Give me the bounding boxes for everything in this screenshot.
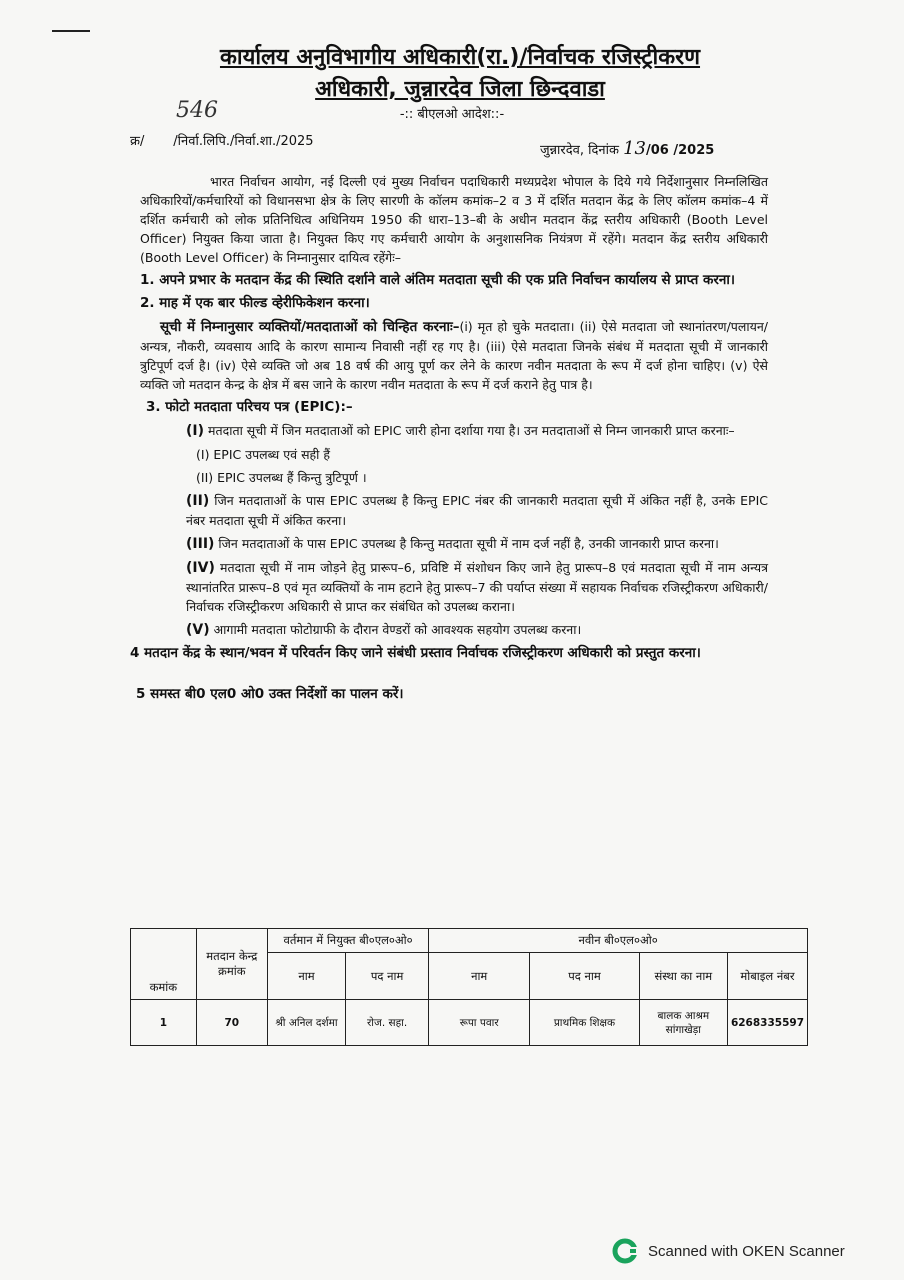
point-3-IV: (IV) मतदाता सूची में नाम जोड़ने हेतु प्रारूप–6, प्रविष्टि में संशोधन किए जाने हेतु प्रारूप–8 एवं मतदाता सूची में नाम अन्यत्र स्थानांतरित प्रारूप–8 एवं मृत व्यक्तियों के नाम हटाने हेतु प्रारूप–7 की पर्याप्त संख्या में सहायक निर्वाचक रजिस्ट्रीकरण अधिकारी/निर्वाचक रजिस्ट्रीकरण अधिकारी से प्राप्त कर संबंधित को उपलब्ध कराना। [186,560,768,614]
order-date: जुन्नारदेव, दिनांक 13/06 /2025 [540,138,715,159]
blo-table [130,928,808,1046]
header-mobile: मोबाइल नंबर [727,953,807,1000]
header-sanstha: संस्था का नाम [639,953,727,1000]
header-current-blo: वर्तमान में नियुक्त बी०एल०ओ० [267,929,428,953]
handwritten-date: 13 [623,138,647,159]
point-1: 1. अपने प्रभार के मतदान केंद्र की स्थिति दर्शाने वाले अंतिम मतदाता सूची की एक प्रति निर्वाचन कार्यालय से प्राप्त करना। [140,272,736,288]
cell-kramank: 1 [131,1000,197,1046]
point-3-I: (I) मतदाता सूची में जिन मतदाताओं को EPIC जारी होना दर्शाया गया है। उन मतदाताओं से निम्न जानकारी प्राप्त करनाः– [186,423,735,439]
cell-mobile: 6268335597 [727,1000,807,1046]
cell-current-pad: रोज. सहा. [346,1000,429,1046]
office-title [120,42,800,106]
point-3: 3. फोटो मतदाता परिचय पत्र (EPIC):– [146,399,353,415]
point-2: 2. माह में एक बार फील्ड व्हेरीफिकेशन करना। [140,295,370,311]
header-naam: नाम [267,953,345,1000]
point-3-I-a: (I) EPIC उपलब्ध एवं सही हैं [196,447,331,462]
point-4: 4 मतदान केंद्र के स्थान/भवन में परिवर्तन किए जाने संबंधी प्रस्ताव निर्वाचक रजिस्ट्रीकरण अधिकारी को प्रस्तुत करना। [130,645,701,661]
point-5: 5 समस्त बी0 एल0 ओ0 उक्त निर्देशों का पालन करें। [136,686,404,702]
header-new-naam: नाम [429,953,530,1000]
header-new-blo: नवीन बी०एल०ओ० [429,929,808,953]
order-body [130,172,769,704]
cell-current-naam: श्री अनिल दर्शमा [267,1000,345,1046]
point-3-II: (II) जिन मतदाताओं के पास EPIC उपलब्ध है किन्तु EPIC नंबर की जानकारी मतदाता सूची में अंकित नहीं है, उनके EPIC नंबर मतदाता सूची में अंकित करना। [186,493,768,528]
point-3-I-b: (II) EPIC उपलब्ध हैं किन्तु त्रुटिपूर्ण । [196,470,367,485]
corner-mark [52,30,90,32]
title-line-2: अधिकारी, जुन्नारदेव जिला छिन्दवाडा [315,77,605,102]
cell-new-pad: प्राथमिक शिक्षक [530,1000,640,1046]
table-row [131,1000,808,1046]
header-pad: पद नाम [346,953,429,1000]
point-2-details: सूची में निम्नानुसार व्यक्तियों/मतदाताओं को चिन्हित करनाः–(i) मृत हो चुके मतदाता। (ii) ऐसे मतदाता जो स्थानांतरण/पलायन/अन्यत्र, नौकरी, व्यवसाय आदि के कारण सामान्य निवासी नहीं रह गए है। (iii) ऐसे मतदाता जिनके संबंध में मतदाता सूची में जानकारी त्रुटिपूर्ण दर्ज है। (iv) ऐसे व्यक्ति जो अब 18 वर्ष की आयु पूर्ण कर लेने के कारण नवीन मतदाता के रूप में दर्ज होना चाहिए। (v) ऐसे व्यक्ति जो मतदान केन्द्र के क्षेत्र में बस जाने के कारण नवीन मतदाता के रूप में दर्ज कराने हेतु पात्र है। [140,319,769,392]
intro-paragraph: भारत निर्वाचन आयोग, नई दिल्ली एवं मुख्य निर्वाचन पदाधिकारी मध्यप्रदेश भोपाल के दिये गये निर्देशानुसार निम्नलिखित अधिकारियों/कर्मचारियों को विधानसभा क्षेत्र के लिए सारणी के कॉलम कमांक–2 व 3 में दर्शित मतदान केंद्र के लिए कॉलम कमांक–4 में दर्शित कर्मचारी को लोक प्रतिनिधित्व अधिनियम 1950 की धारा–13–बी के अधीन मतदान केंद्र स्तरीय अधिकारी (Booth Level Officer) नियुक्त किया जाता है। नियुक्त किए गए कर्मचारी आयोग के अनुशासनिक नियंत्रण में रहेंगे। मतदान केंद्र स्तरीय अधिकारी (Booth Level Officer) के निम्नानुसार दायित्व रहेंगेः– [140,174,768,265]
title-line-1: कार्यालय अनुविभागीय अधिकारी(रा.)/निर्वाचक रजिस्ट्रीकरण [219,45,701,70]
oken-logo-icon [612,1238,638,1264]
cell-kendra: 70 [196,1000,267,1046]
scanner-watermark [612,1238,845,1264]
reference-number: क्र/ /निर्वा.लिपि./निर्वा.शा./2025 [130,134,314,149]
cell-sanstha: बालक आश्रम सांगाखेड़ा [639,1000,727,1046]
header-new-pad: पद नाम [530,953,640,1000]
header-kendra: मतदान केन्द्र क्रमांक [196,929,267,1000]
point-3-V: (V) आगामी मतदाता फोटोग्राफी के दौरान वेण्डरों को आवश्यक सहयोग उपलब्ध करना। [186,622,582,638]
header-kramank: कमांक [131,929,197,1000]
cell-new-naam: रूपा पवार [429,1000,530,1046]
point-3-III: (III) जिन मतदाताओं के पास EPIC उपलब्ध है किन्तु मतदाता सूची में नाम दर्ज नहीं है, उनकी जानकारी प्राप्त करना। [186,536,719,552]
watermark-text: Scanned with OKEN Scanner [648,1242,845,1260]
order-subtitle: -:: बीएलओ आदेश::- [399,107,505,122]
handwritten-number: 546 [176,98,218,123]
